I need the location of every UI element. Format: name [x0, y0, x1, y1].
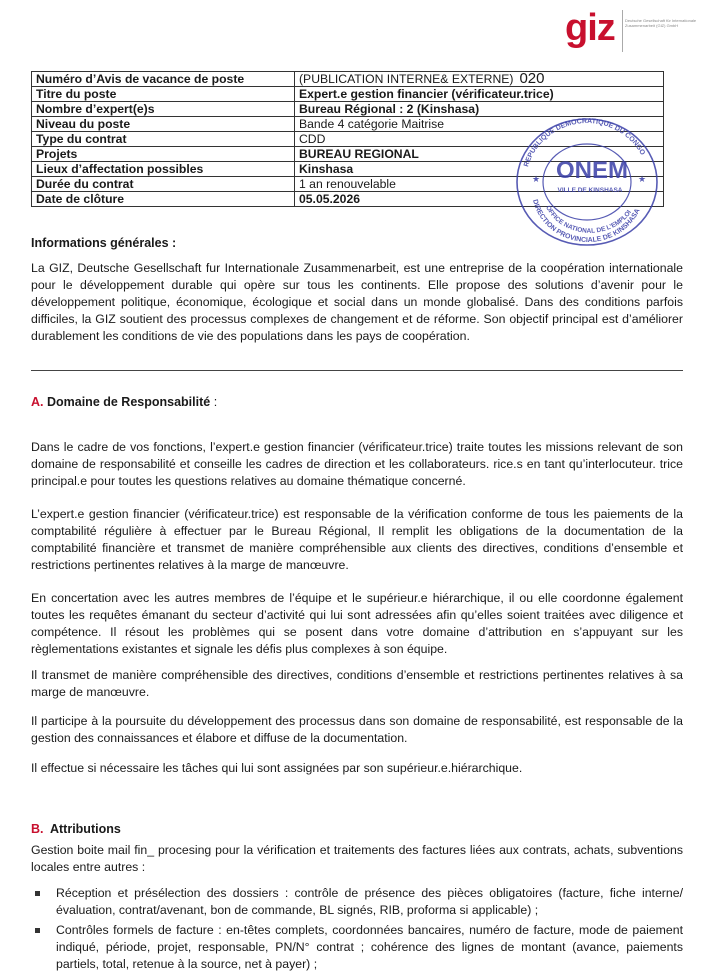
giz-logo-text: giz: [565, 7, 615, 49]
stamp-star-left: ★: [532, 174, 541, 184]
table-label: Lieux d’affectation possibles: [32, 162, 295, 177]
logo-divider: [622, 10, 623, 52]
section-b-letter: B.: [31, 822, 44, 836]
giz-logo-tagline: Deutsche Gesellschaft für Internationale Zusammenarbeit (GIZ) GmbH: [625, 18, 697, 28]
section-b-heading: [31, 822, 121, 836]
section-b-title: Attributions: [49, 822, 121, 836]
section-a-heading: [31, 395, 217, 409]
list-item: [31, 922, 683, 973]
table-label: Durée du contrat: [32, 177, 295, 192]
general-info-heading: Informations générales :: [31, 236, 177, 250]
table-label: Nombre d’expert(e)s: [32, 102, 295, 117]
table-value-text: BUREAU REGIONAL: [299, 147, 419, 161]
section-a-paragraph-4: Il transmet de manière compréhensible des directives, conditions d’ensemble et restrictions pertinentes relatives à sa marge de manœuvre.: [31, 668, 683, 699]
section-a-suffix: :: [210, 395, 218, 409]
section-a-paragraph-2: L’expert.e gestion financier (vérificateur.trice) est responsable de la vérification conforme de tous les paiements de la comptabilité régulière à effectuer par le Bureau Régional, Il remplit les obligations de la documentation de la comptabilité financière et transmet de manière compréhensible aux clients des directives, conditions d’ensemble et restrictions pertinentes relatives à la marge de manœuvre.: [31, 507, 683, 572]
stamp-outer-text: REPUBLIQUE DEMOCRATIQUE DU CONGO: [523, 117, 646, 168]
section-a-title: Domaine de Responsabilité: [46, 395, 211, 409]
bullet-square-icon: [35, 928, 40, 933]
general-info-text: La GIZ, Deutsche Gesellschaft fur Internationale Zusammenarbeit, est une entreprise de la coopération internationale pour le développement durable qui opère sur tous les continents. Elle propose des solutions d’avenir pour le développement politique, économique, écologique et social dans un monde globalisé. Dans des conditions parfois difficiles, la GIZ soutient des processus complexes de changement et de réforme. Son objectif principal est d’améliorer durablement les conditions de vie des populations dans les pays de coopération.: [31, 261, 683, 343]
list-item-text: Contrôles formels de facture : en-têtes complets, coordonnées bancaires, numéro de facture, mode de paiement indiqué, période, projet, responsable, PN/N° contrat ; cohérence des lignes de montant (avance, paiements partiels, total, retenue à la source, net à payer) ;: [56, 923, 683, 971]
table-value: [295, 72, 664, 87]
table-value-text: 05.05.2026: [299, 192, 360, 206]
giz-logo: [565, 6, 705, 54]
attributions-list: [31, 885, 683, 976]
stamp-bottom-text: DIRECTION PROVINCIALE DE KINSHASA: [531, 198, 642, 245]
table-label: Date de clôture: [32, 192, 295, 207]
section-a-paragraph-3: En concertation avec les autres membres de l’équipe et le supérieur.e hiérarchique, il ou elle coordonne également toutes les requêtes émanant du secteur d’activité qui lui sont adressées afin qu’elles soient traitées avec diligence et compétence. Il résout les problèmes qui se posent dans votre domaine d’attribution en s’appuyant sur les règlementations existantes et signale les défis plus complexes à son équipe.: [31, 591, 683, 656]
list-item: [31, 885, 683, 919]
stamp-star-right: ★: [638, 174, 647, 184]
table-value-text: Bande 4 catégorie Maitrise: [299, 117, 444, 131]
section-divider: [31, 370, 683, 371]
table-row: [32, 87, 664, 102]
section-a-paragraph-5: Il participe à la poursuite du développement des processus dans son domaine de responsabilité, est responsable de la gestion des connaissances et élabore et diffuse de la documentation.: [31, 714, 683, 745]
table-value-text: CDD: [299, 132, 326, 146]
table-value-text: Bureau Régional : 2 (Kinshasa): [299, 102, 480, 116]
table-value: [295, 87, 664, 102]
bullet-square-icon: [35, 891, 40, 896]
stamp-ville-text: VILLE DE KINSHASA: [557, 187, 623, 194]
list-item-text: Réception et présélection des dossiers : contrôle de présence des pièces obligatoires (facture, fiche interne/évaluation, contrat/avenant, bon de commande, BL signés, RIB, proforma si applicable) ;: [56, 886, 683, 917]
table-label: Niveau du poste: [32, 117, 295, 132]
table-value-text: (PUBLICATION INTERNE& EXTERNE): [299, 72, 514, 86]
table-label: Type du contrat: [32, 132, 295, 147]
table-row: [32, 72, 664, 87]
section-b-intro: Gestion boite mail fin_ procesing pour la vérification et traitements des factures liées aux contrats, achats, subventions locales entre autres :: [31, 843, 683, 874]
table-label: Projets: [32, 147, 295, 162]
table-label: Numéro d’Avis de vacance de poste: [32, 72, 295, 87]
section-a-paragraph-6: Il effectue si nécessaire les tâches qui lui sont assignées par son supérieur.e.hiérarchique.: [31, 761, 523, 775]
table-value-text: 1 an renouvelable: [299, 177, 396, 191]
stamp-center-text: ONEM: [556, 157, 628, 184]
vacancy-number: 020: [519, 70, 545, 87]
table-value-text: Kinshasa: [299, 162, 354, 176]
table-value-text: Expert.e gestion financier (vérificateur.trice): [299, 87, 554, 101]
section-a-letter: A.: [31, 395, 44, 409]
table-label: Titre du poste: [32, 87, 295, 102]
section-a-paragraph-1: Dans le cadre de vos fonctions, l’expert.e gestion financier (vérificateur.trice) traite toutes les missions relevant de son domaine de responsabilité et conseille les cadres de direction et les collaborateurs. rice.s en tant qu’interlocuteur. trice principal.e pour toutes les questions relatives au domaine thématique concerné.: [31, 440, 683, 488]
stamp-inner-text: OFFICE NATIONAL DE L’EMPLOI: [544, 204, 633, 235]
onem-stamp: [512, 112, 662, 247]
